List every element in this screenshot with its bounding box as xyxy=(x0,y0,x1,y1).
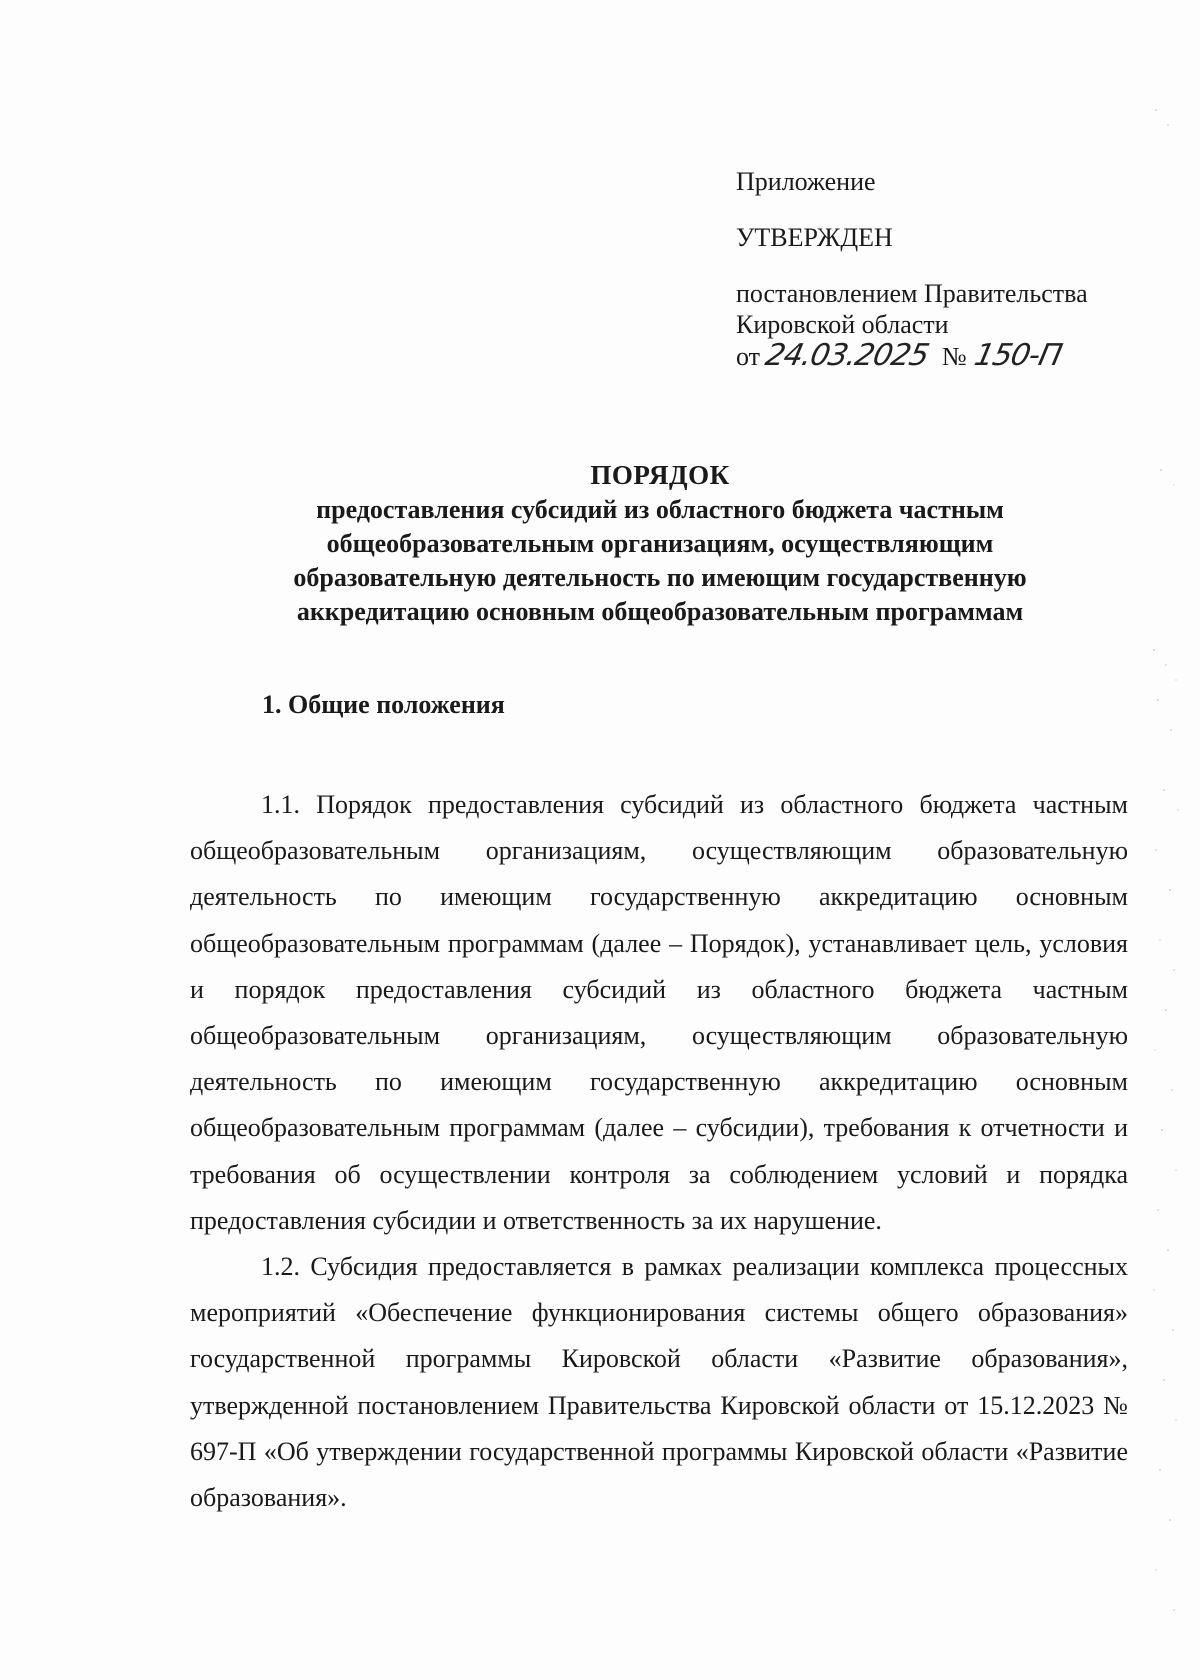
document-title xyxy=(180,460,1140,629)
approved-label: УТВЕРЖДЕН xyxy=(736,223,893,252)
title-main: ПОРЯДОК xyxy=(590,460,730,490)
paragraph-1-1: 1.1. Порядок предоставления субсидий из областного бюджета частным общеобразовательным организациям, осуществляющим образовательную деятельность по имеющим государственную аккредитацию основным общеобразовательным программам (далее – Порядок), устанавливает цель, условия и порядок предоставления субсидий из областного бюджета частным общеобразовательным организациям, осуществляющим образовательную деятельность по имеющим государственную аккредитацию основным общеобразовательным программам (далее – субсидии), требования к отчетности и требования об осуществлении контроля за соблюдением условий и порядка предоставления субсидии и ответственность за их нарушение. xyxy=(190,790,1128,1235)
decree-line-1: постановлением Правительства xyxy=(736,279,1088,308)
title-subtitle-line: аккредитацию основным общеобразовательным программам xyxy=(296,597,1024,626)
title-subtitle-line: образовательную деятельность по имеющим государственную xyxy=(293,563,1027,592)
section-body xyxy=(190,782,1128,1521)
date-number-line xyxy=(736,340,1088,372)
title-subtitle-line: общеобразовательным организациям, осуществляющим xyxy=(326,529,994,558)
number-label: № xyxy=(941,342,967,371)
appendix-label: Приложение xyxy=(736,167,876,196)
from-label: от xyxy=(736,342,761,371)
handwritten-number: 150-П xyxy=(970,338,1065,373)
section-heading: 1. Общие положения xyxy=(262,690,505,719)
title-subtitle-line: предоставления субсидий из областного бюджета частным xyxy=(316,495,1004,524)
decree-line-2: Кировской области xyxy=(736,310,949,339)
approval-block xyxy=(736,166,1088,372)
handwritten-date: 24.03.2025 xyxy=(762,338,932,373)
paragraph-1-2: 1.2. Субсидия предоставляется в рамках реализации комплекса процессных мероприятий «Обеспечение функционирования системы общего образования» государственной программы Кировской области «Развитие образования», утвержденной постановлением Правительства Кировской области от 15.12.2023 № 697-П «Об утверждении государственной программы Кировской области «Развитие образования». xyxy=(190,1252,1128,1513)
title-subtitle xyxy=(180,493,1140,629)
scan-noise-decoration xyxy=(1146,90,1186,1650)
